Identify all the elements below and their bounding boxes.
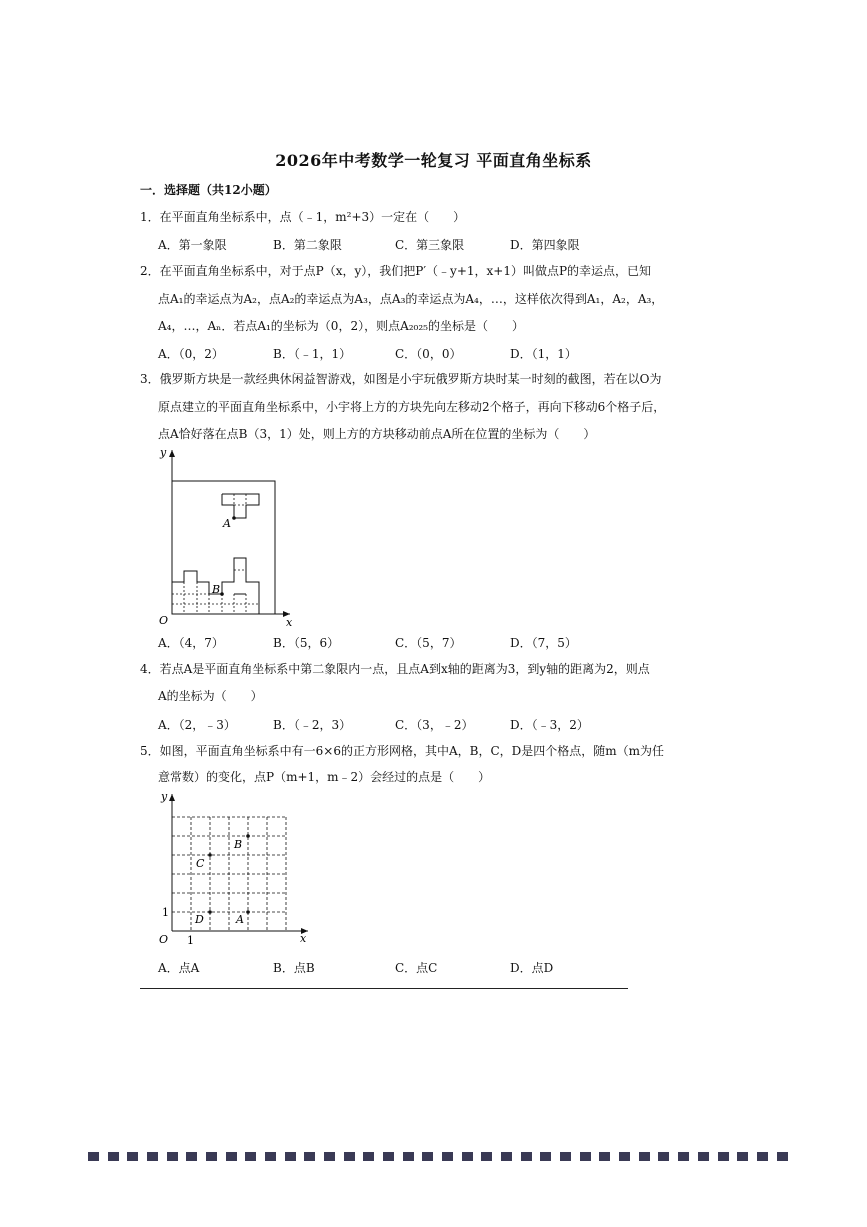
q4-option-b: B．（﹣2，3） <box>273 718 352 732</box>
square-grid <box>172 817 286 931</box>
footer-square <box>324 1152 335 1161</box>
footer-square <box>481 1152 492 1161</box>
y-axis-arrow <box>169 450 175 457</box>
separator-line <box>140 988 628 989</box>
footer-square <box>226 1152 237 1161</box>
q3-option-b: B．（5，6） <box>273 636 340 650</box>
question-5-line-2: 意常数）的变化，点P（m+1，m﹣2）会经过的点是（ ） <box>158 770 491 784</box>
q4-option-d: D．（﹣3，2） <box>510 718 589 732</box>
q5-option-c: C．点C <box>395 961 438 975</box>
footer-square <box>108 1152 119 1161</box>
footer-square <box>639 1152 650 1161</box>
y-unit-label: 1 <box>162 906 169 919</box>
q1-option-d: D．第四象限 <box>510 238 580 252</box>
q1-option-b: B．第二象限 <box>273 238 342 252</box>
page-title: 2026年中考数学一轮复习 平面直角坐标系 <box>275 151 592 170</box>
tetris-figure <box>150 444 300 626</box>
footer-square <box>186 1152 197 1161</box>
point-b-label: B <box>234 838 243 851</box>
point-a-label: A <box>223 517 231 530</box>
question-2-line-1: 2．在平面直角坐标系中，对于点P（x，y），我们把P′（﹣y+1，x+1）叫做点P的幸运点，已知 <box>140 264 652 278</box>
y-axis-label: y <box>161 790 168 803</box>
footer-square <box>383 1152 394 1161</box>
question-4-line-2: A的坐标为（ ） <box>158 689 263 703</box>
footer-square <box>599 1152 610 1161</box>
footer-square <box>580 1152 591 1161</box>
question-1-text: 1．在平面直角坐标系中，点（﹣1，m²+3）一定在（ ） <box>140 210 466 224</box>
question-2-line-2: 点A₁的幸运点为A₂，点A₂的幸运点为A₃，点A₃的幸运点为A₄，…，这样依次得到A₁，A₂，A₃， <box>158 292 664 306</box>
footer-square <box>88 1152 99 1161</box>
footer-square <box>718 1152 729 1161</box>
footer-square <box>501 1152 512 1161</box>
q2-option-a: A．（0，2） <box>158 347 224 361</box>
question-2-line-3: A₄，…，Aₙ．若点A₁的坐标为（0，2），则点A₂₀₂₅的坐标是（ ） <box>158 319 524 333</box>
q1-option-a: A．第一象限 <box>158 238 227 252</box>
q3-option-c: C．（5，7） <box>395 636 462 650</box>
footer-square <box>619 1152 630 1161</box>
x-axis-label: x <box>300 932 307 945</box>
footer-square <box>147 1152 158 1161</box>
question-5-line-1: 5．如图，平面直角坐标系中有一6×6的正方形网格，其中A，B，C，D是四个格点，随m（m为任 <box>140 744 665 758</box>
origin-label: O <box>159 933 169 946</box>
point-a-label: A <box>236 913 244 926</box>
footer-decoration <box>88 1152 788 1164</box>
q5-option-d: D．点D <box>510 961 554 975</box>
q2-option-d: D．（1，1） <box>510 347 577 361</box>
q3-option-a: A．（4，7） <box>158 636 224 650</box>
point-a <box>246 910 250 914</box>
point-c-label: C <box>196 857 205 870</box>
footer-square <box>521 1152 532 1161</box>
footer-square <box>757 1152 768 1161</box>
y-axis-label: y <box>160 446 167 459</box>
footer-square <box>777 1152 788 1161</box>
footer-square <box>206 1152 217 1161</box>
grid-figure <box>150 790 315 950</box>
question-3-line-3: 点A恰好落在点B（3，1）处，则上方的方块移动前点A所在位置的坐标为（ ） <box>158 427 596 441</box>
footer-square <box>363 1152 374 1161</box>
footer-square <box>540 1152 551 1161</box>
point-a <box>232 516 236 520</box>
footer-square <box>245 1152 256 1161</box>
question-3-line-2: 原点建立的平面直角坐标系中，小宇将上方的方块先向左移动2个格子，再向下移动6个格子后， <box>158 400 666 414</box>
footer-square <box>462 1152 473 1161</box>
footer-square <box>285 1152 296 1161</box>
footer-square <box>127 1152 138 1161</box>
footer-square <box>560 1152 571 1161</box>
falling-block <box>222 494 259 518</box>
footer-square <box>422 1152 433 1161</box>
q2-option-b: B．（﹣1，1） <box>273 347 352 361</box>
point-d-label: D <box>195 913 204 926</box>
point-b <box>246 834 250 838</box>
question-3-line-1: 3．俄罗斯方块是一款经典休闲益智游戏，如图是小宇玩俄罗斯方块时某一时刻的截图，若在以O为 <box>140 372 662 386</box>
point-b <box>220 592 224 596</box>
footer-square <box>658 1152 669 1161</box>
point-b-label: B <box>212 583 221 596</box>
q5-option-a: A．点A <box>158 961 200 975</box>
q4-option-a: A．（2，﹣3） <box>158 718 236 732</box>
x-axis-label: x <box>286 616 293 626</box>
footer-square <box>344 1152 355 1161</box>
q1-option-c: C．第三象限 <box>395 238 465 252</box>
footer-square <box>442 1152 453 1161</box>
y-axis-arrow <box>169 794 175 801</box>
section-heading: 一．选择题（共12小题） <box>140 183 277 197</box>
q3-option-d: D．（7，5） <box>510 636 577 650</box>
footer-square <box>678 1152 689 1161</box>
question-4-line-1: 4．若点A是平面直角坐标系中第二象限内一点，且点A到x轴的距离为3，到y轴的距离为2，则点 <box>140 662 650 676</box>
footer-square <box>265 1152 276 1161</box>
point-c <box>208 853 212 857</box>
q2-option-c: C．（0，0） <box>395 347 462 361</box>
footer-square <box>304 1152 315 1161</box>
origin-label: O <box>159 614 169 626</box>
footer-square <box>403 1152 414 1161</box>
x-unit-label: 1 <box>187 934 194 947</box>
footer-square <box>167 1152 178 1161</box>
footer-square <box>698 1152 709 1161</box>
q4-option-c: C．（3，﹣2） <box>395 718 474 732</box>
point-d <box>208 910 212 914</box>
footer-square <box>737 1152 748 1161</box>
q5-option-b: B．点B <box>273 961 315 975</box>
